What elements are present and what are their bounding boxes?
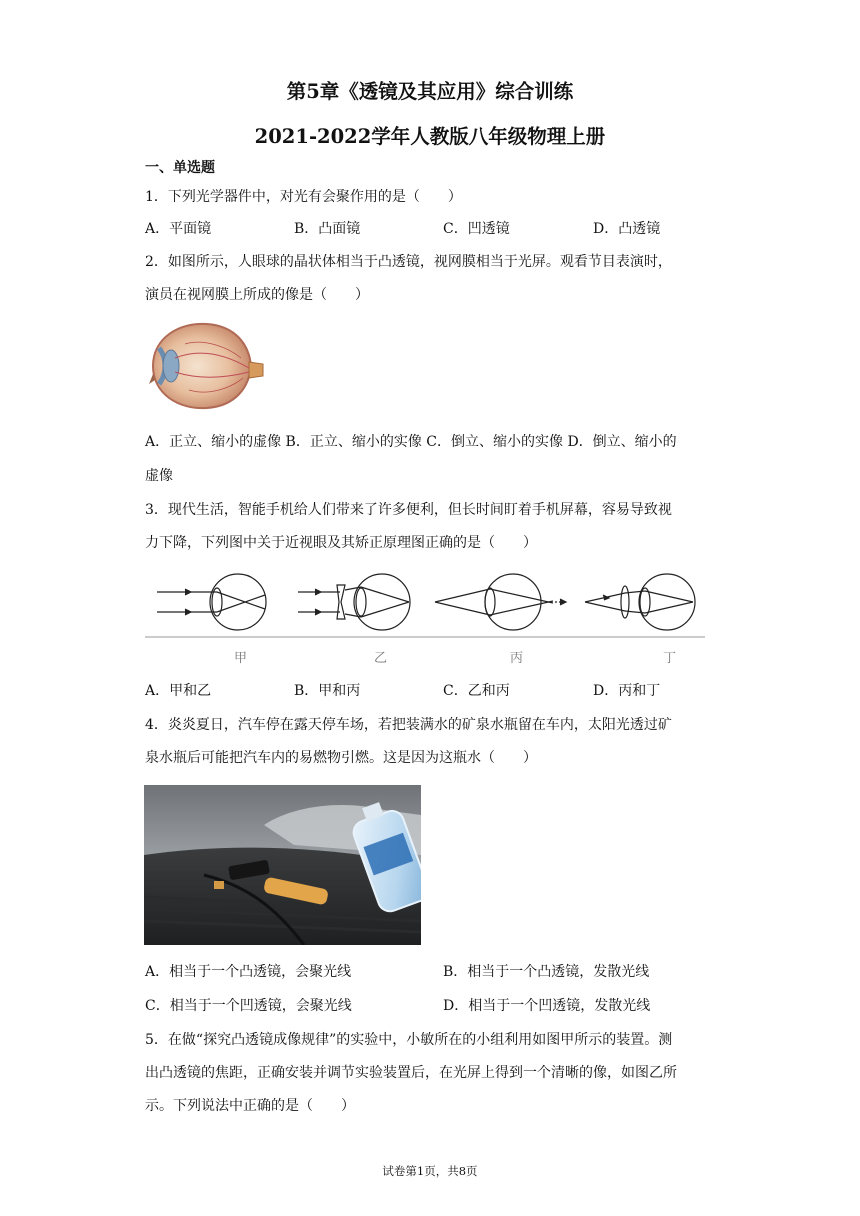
page-footer: 试卷第1页，共8页 [382,1164,478,1178]
q1-option-a: A．平面镜 [145,221,212,237]
diagram-label-yi: 乙 [374,651,388,666]
diagram-yi [298,574,410,630]
title-line-1: 第5章《透镜及其应用》综合训练 [286,80,574,103]
section-heading: 一、单选题 [145,160,215,176]
q4-option-b: B．相当于一个凸透镜，发散光线 [443,964,650,980]
question-3-line-1: 3．现代生活，智能手机给人们带来了许多便利，但长时间盯着手机屏幕，容易导致视 [145,502,672,518]
diagram-label-bing: 丙 [510,651,524,666]
q3-option-d: D．丙和丁 [593,683,661,699]
question-5-line-1: 5．在做“探究凸透镜成像规律”的实验中，小敏所在的小组利用如图甲所示的装置。测 [145,1032,673,1048]
q4-option-c: C．相当于一个凹透镜，会聚光线 [145,998,352,1014]
question-3-line-2: 力下降，下列图中关于近视眼及其矫正原理图正确的是（ ） [145,535,537,551]
q2-options-line-1: A．正立、缩小的虚像 B．正立、缩小的实像 C．倒立、缩小的实像 D．倒立、缩小的 [145,434,677,450]
title-line-2: 2021-2022学年人教版八年级物理上册 [254,125,606,148]
q4-option-d: D．相当于一个凹透镜，发散光线 [443,998,651,1014]
question-1-text: 1．下列光学器件中，对光有会聚作用的是（ ） [145,189,462,205]
diagram-bing [435,574,566,630]
q1-option-d: D．凸透镜 [593,221,661,237]
question-5-line-3: 示。下列说法中正确的是（ ） [145,1098,355,1114]
q1-option-b: B．凸面镜 [294,221,361,237]
water-bottle-photo [144,785,421,945]
diagram-ding [585,574,695,630]
eyeball-illustration [145,318,265,414]
question-4-line-1: 4．炎炎夏日，汽车停在露天停车场，若把装满水的矿泉水瓶留在车内，太阳光透过矿 [145,717,672,733]
diagram-jia [157,574,266,630]
q2-options-line-2: 虚像 [145,468,173,484]
q3-option-a: A．甲和乙 [145,683,212,699]
q4-option-a: A．相当于一个凸透镜，会聚光线 [145,964,352,980]
q1-option-c: C．凹透镜 [443,221,510,237]
q3-option-c: C．乙和丙 [443,683,510,699]
question-2-line-1: 2．如图所示，人眼球的晶状体相当于凸透镜，视网膜相当于光屏。观看节目表演时， [145,254,672,270]
question-4-line-2: 泉水瓶后可能把汽车内的易燃物引燃。这是因为这瓶水（ ） [145,750,537,766]
myopia-diagrams [145,565,710,643]
q3-option-b: B．甲和丙 [294,683,361,699]
diagram-label-jia: 甲 [234,651,248,666]
question-2-line-2: 演员在视网膜上所成的像是（ ） [145,287,369,303]
question-5-line-2: 出凸透镜的焦距，正确安装并调节实验装置后，在光屏上得到一个清晰的像，如图乙所 [145,1065,677,1081]
diagram-label-ding: 丁 [663,651,677,666]
